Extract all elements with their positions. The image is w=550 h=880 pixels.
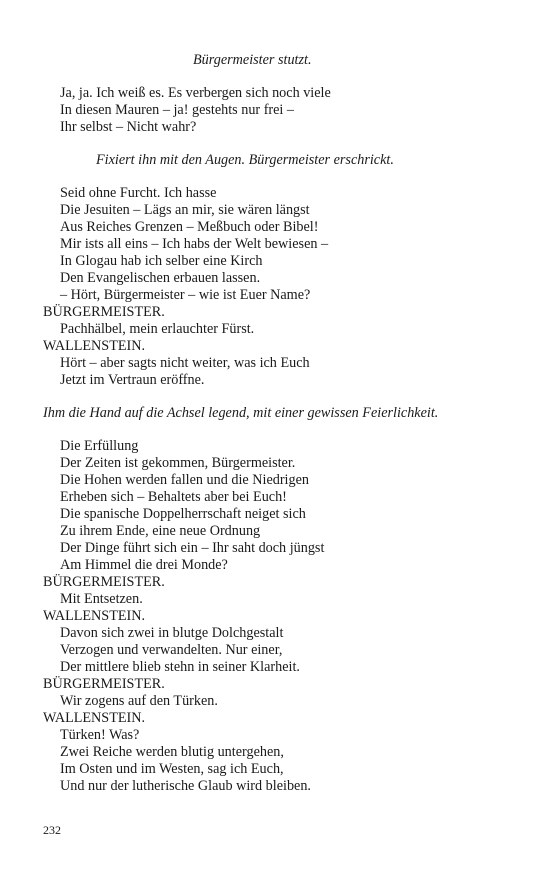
speaker-name: WALLENSTEIN.: [43, 608, 146, 624]
verse-line: Die Hohen werden fallen und die Niedrigen: [60, 472, 309, 488]
verse-line: Davon sich zwei in blutge Dolchgestalt: [60, 625, 284, 641]
speaker-name: BÜRGERMEISTER.: [43, 304, 165, 320]
verse-line: Jetzt im Vertraun eröffne.: [60, 372, 205, 388]
speaker-name: WALLENSTEIN.: [43, 338, 146, 354]
verse-line: Verzogen und verwandelten. Nur einer,: [60, 642, 283, 658]
verse-line: Mir ists all eins – Ich habs der Welt bewiesen –: [60, 236, 329, 252]
verse-line: Ihr selbst – Nicht wahr?: [60, 119, 197, 135]
verse-line: Die spanische Doppelherrschaft neiget sich: [60, 506, 306, 522]
verse-line: Zu ihrem Ende, eine neue Ordnung: [60, 523, 261, 539]
verse-line: Die Erfüllung: [60, 438, 139, 454]
speaker-name: WALLENSTEIN.: [43, 710, 146, 726]
verse-line: Die Jesuiten – Lägs an mir, sie wären längst: [60, 202, 310, 218]
verse-line: Und nur der lutherische Glaub wird bleiben.: [60, 778, 311, 794]
speaker-name: BÜRGERMEISTER.: [43, 676, 165, 692]
speaker-name: BÜRGERMEISTER.: [43, 574, 165, 590]
verse-line: Den Evangelischen erbauen lassen.: [60, 270, 261, 286]
verse-line: Der mittlere blieb stehn in seiner Klarheit.: [60, 659, 300, 675]
stage-direction: Fixiert ihn mit den Augen. Bürgermeister erschrickt.: [96, 152, 394, 168]
verse-line: Aus Reiches Grenzen – Meßbuch oder Bibel!: [60, 219, 319, 235]
verse-line: Zwei Reiche werden blutig untergehen,: [60, 744, 284, 760]
verse-line: Mit Entsetzen.: [60, 591, 143, 607]
verse-line: Ja, ja. Ich weiß es. Es verbergen sich noch viele: [60, 85, 331, 101]
verse-line: – Hört, Bürgermeister – wie ist Euer Name?: [60, 287, 311, 303]
verse-line: Erheben sich – Behaltets aber bei Euch!: [60, 489, 287, 505]
verse-line: Pachhälbel, mein erlauchter Fürst.: [60, 321, 255, 337]
verse-line: Am Himmel die drei Monde?: [60, 557, 228, 573]
verse-line: Wir zogens auf den Türken.: [60, 693, 218, 709]
stage-direction: Bürgermeister stutzt.: [193, 52, 312, 68]
verse-line: Hört – aber sagts nicht weiter, was ich Euch: [60, 355, 310, 371]
verse-line: Der Dinge führt sich ein – Ihr saht doch jüngst: [60, 540, 325, 556]
verse-line: In diesen Mauren – ja! gestehts nur frei –: [60, 102, 295, 118]
stage-direction: Ihm die Hand auf die Achsel legend, mit einer gewissen Feierlichkeit.: [43, 405, 439, 421]
verse-line: Im Osten und im Westen, sag ich Euch,: [60, 761, 284, 777]
verse-line: In Glogau hab ich selber eine Kirch: [60, 253, 263, 269]
verse-line: Türken! Was?: [60, 727, 140, 743]
page-number: 232: [43, 823, 61, 837]
verse-line: Seid ohne Furcht. Ich hasse: [60, 185, 217, 201]
verse-line: Der Zeiten ist gekommen, Bürgermeister.: [60, 455, 296, 471]
